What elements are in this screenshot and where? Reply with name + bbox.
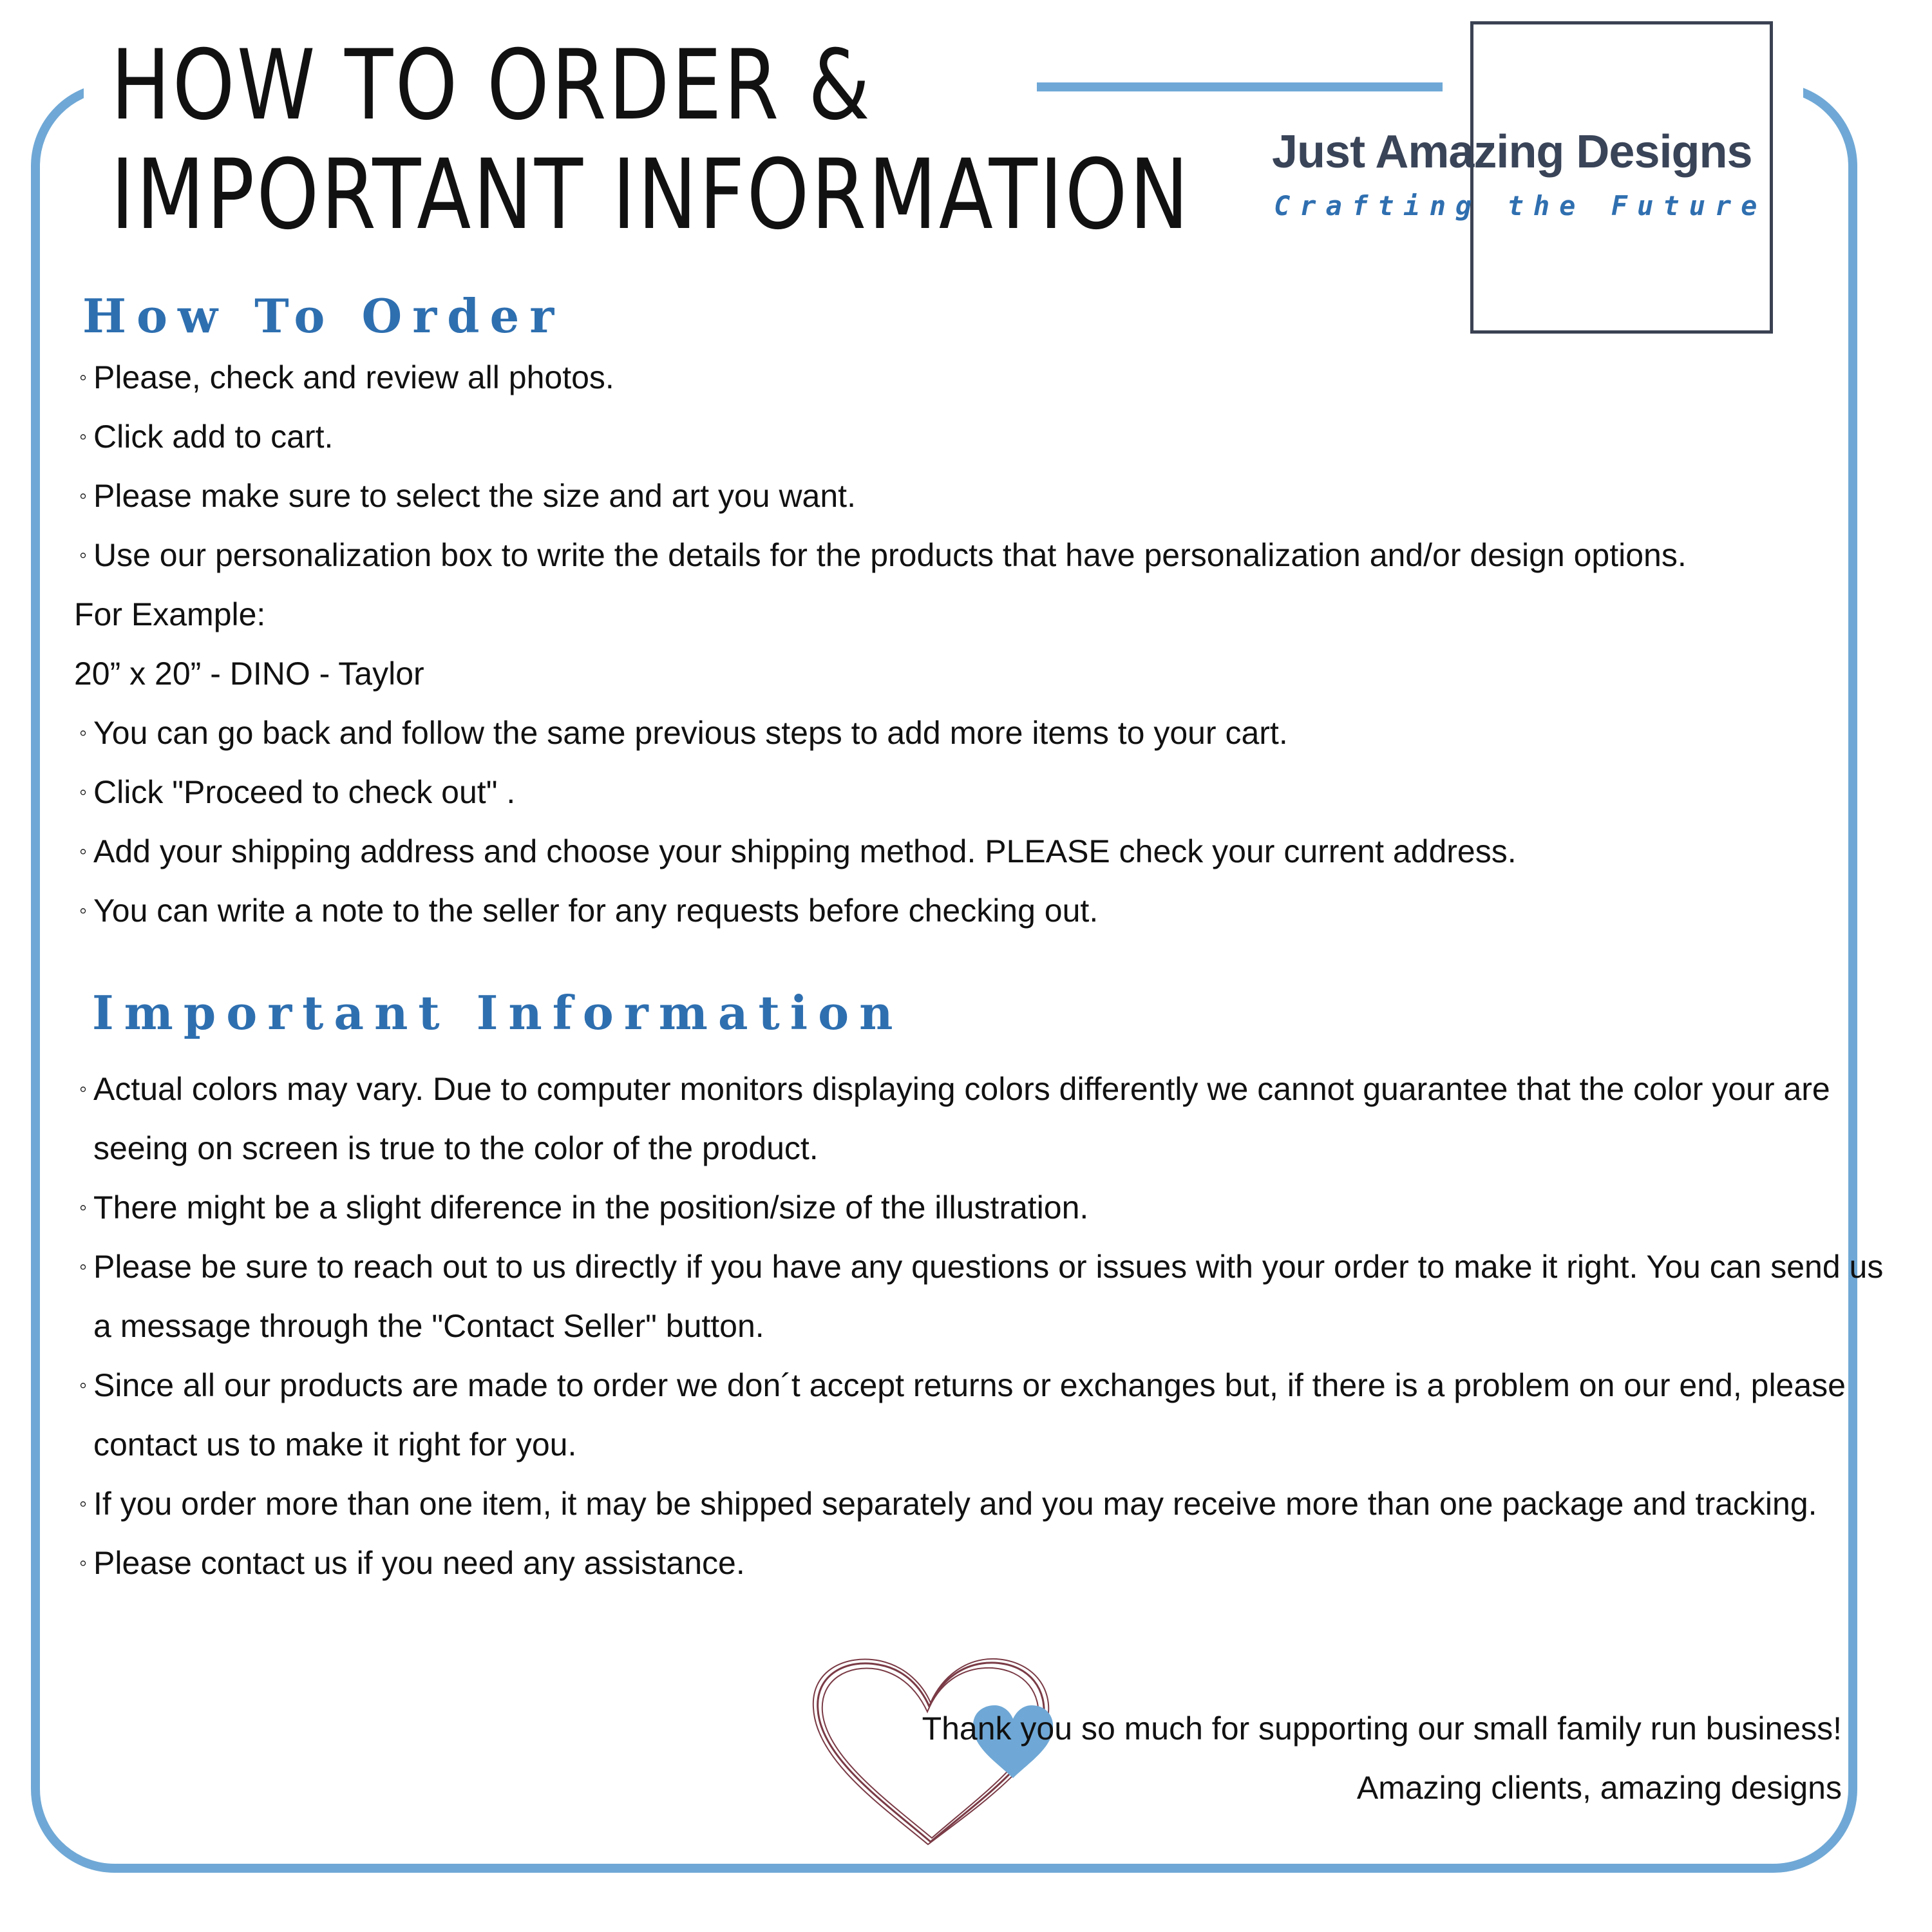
list-item [74, 1178, 1884, 1237]
bullet-icon: ◦ [79, 1373, 88, 1397]
bullet-icon: ◦ [79, 1551, 88, 1575]
page-title-line-1: HOW TO ORDER & [111, 30, 873, 142]
bullet-icon: ◦ [79, 424, 88, 449]
bullet-icon: ◦ [79, 543, 88, 567]
how-to-order-heading: How To Order [82, 289, 565, 343]
bullet-icon: ◦ [79, 1492, 88, 1516]
list-item [74, 1533, 1884, 1593]
list-item-text: Click add to cart. [93, 419, 334, 455]
closing-thank-you: Thank you so much for supporting our small family run business! [922, 1710, 1842, 1747]
list-item-text: Since all our products are made to order we don´t accept returns or exchanges but, if there is a problem on our end, please contact us to make it right for you. [93, 1367, 1846, 1463]
list-item [74, 1237, 1884, 1356]
bullet-icon: ◦ [79, 780, 88, 804]
bullet-icon: ◦ [79, 1195, 88, 1220]
list-item-text: You can write a note to the seller for any requests before checking out. [93, 893, 1099, 929]
list-item-text: If you order more than one item, it may be shipped separately and you may receive more than one package and tracking. [93, 1486, 1817, 1522]
list-item-text: There might be a slight diference in the position/size of the illustration. [93, 1189, 1089, 1226]
bullet-icon: ◦ [79, 839, 88, 864]
list-item-text: You can go back and follow the same previous steps to add more items to your cart. [93, 715, 1288, 751]
list-item-text: Please be sure to reach out to us directly if you have any questions or issues with your order to make it right. You can send us a message through the "Contact Seller" button. [93, 1249, 1884, 1344]
bullet-icon: ◦ [79, 1255, 88, 1279]
bullet-icon: ◦ [79, 721, 88, 745]
list-item-text: Add your shipping address and choose your shipping method. PLEASE check your current address. [93, 833, 1517, 869]
list-item-text: Please contact us if you need any assistance. [93, 1545, 745, 1581]
example-label: For Example: [74, 596, 266, 632]
list-item-text: Click "Proceed to check out" . [93, 774, 516, 810]
page-title [111, 31, 1191, 250]
important-information-list [74, 1059, 1884, 1593]
list-item-text: Use our personalization box to write the details for the products that have personalization and/or design options. [93, 537, 1687, 573]
list-item [74, 1474, 1884, 1533]
list-item [74, 1059, 1884, 1178]
important-information-heading: Important Information [92, 985, 904, 1040]
logo-tagline: Crafting the Future [1274, 190, 1767, 222]
bullet-icon: ◦ [79, 1077, 88, 1101]
list-item-text: Please make sure to select the size and art you want. [93, 478, 856, 514]
example-value: 20” x 20” - DINO - Taylor [74, 656, 424, 692]
bullet-icon: ◦ [79, 898, 88, 923]
list-item-text: Actual colors may vary. Due to computer monitors displaying colors differently we cannot guarantee that the color your are seeing on screen is true to the color of the product. [93, 1071, 1830, 1166]
bullet-icon: ◦ [79, 365, 88, 390]
bullet-icon: ◦ [79, 484, 88, 508]
list-item-text: Please, check and review all photos. [93, 359, 614, 395]
list-item [74, 1356, 1884, 1474]
logo-brand-name: Just Amazing Designs [1272, 126, 1752, 178]
page-title-line-2: IMPORTANT INFORMATION [111, 139, 1191, 251]
closing-tagline: Amazing clients, amazing designs [1356, 1770, 1842, 1806]
